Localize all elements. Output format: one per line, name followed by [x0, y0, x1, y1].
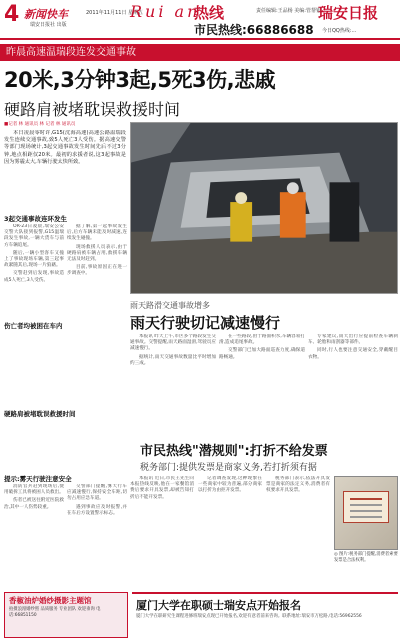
crash-scene-image	[131, 123, 397, 293]
paragraph: 交警赶到后发现,事故造成5人死亡,3人受伤。	[4, 271, 64, 283]
ad-left-title: 香椒油炉婚纱摄影主题馆	[9, 596, 92, 605]
story1-column-c	[308, 334, 398, 434]
story2-column-b	[198, 476, 262, 588]
lead-text: 本日凌晨零时许,G15(沈海高速)高速公路温瑞段发生连续交通事故,致5人死亡3人受伤。据高速交警等部门现场统计,3起交通事故发生时间先后不过3分钟,地点相距仅20米。最初的求援者说,这3起事故是因为雾霾太大,车辆行驶太快所致。	[4, 130, 126, 165]
qq-hotline: 今日QQ热线:...	[322, 28, 357, 34]
ruian-wordmark: Rui an	[130, 2, 201, 21]
paragraph: 伤者已被送往附近医院救治,其中一人伤势较重。	[4, 498, 64, 510]
paragraph: 据了解,第一起事故发生后,后方车辆未能及时减速,连续发生碰撞。	[67, 224, 127, 242]
lead-column-a	[4, 224, 64, 467]
ad-right-text: 厦门大学在职研究生课程进修班瑞安点现已开始报名,欢迎有意者前来咨询。联系地址:瑞安市万松路,电话:56962556	[136, 614, 362, 619]
newspaper-brand: 瑞安日报	[318, 4, 379, 22]
paragraph: 据统计,雨天交通事故数量比平时增加约三成。	[130, 354, 216, 366]
editors-credit: 责任编辑:王品杨 美编:管帮银	[256, 8, 321, 14]
paragraph: 目前,事故原因正在进一步调查中。	[67, 265, 127, 277]
paragraph: 现场救援人员表示,由于硬路肩被车辆占用,救援车辆无法及时赶到。	[67, 244, 127, 263]
lead-headline: 20米,3分钟3起,5死3伤,悲戚	[4, 68, 276, 92]
lead-byline: ■记者 林 通讯员 林 记者 林 通讯员	[4, 122, 76, 127]
paragraph: 同时,行人也要注意交通安全,穿戴醒目衣物。	[308, 348, 398, 360]
paragraph: 记者调查发现,这种现象在一些商家中较为普遍,部分商家以打折为由拒开发票。	[198, 476, 262, 494]
hotline-number: 市民热线:66886688	[194, 23, 314, 37]
lead-kicker: 昨晨高速温瑞段连发交通事故	[0, 44, 400, 61]
lead-column-d	[67, 484, 127, 588]
paragraph: 消防官兵赶到现场后,使用破拆工具将被困人员救出。	[4, 484, 64, 496]
paragraph: 在一些路段,由于路面积水,车辆容易打滑,造成追尾事故。	[219, 334, 305, 346]
section-logo: 新闻快车	[24, 8, 68, 21]
ad-right-title: 厦门大学在职硕士瑞安点开始报名	[136, 599, 301, 612]
lead-column-c	[4, 484, 64, 588]
paragraph: 随后,一辆小型客车又撞上了事故现场车辆,第三起事故紧随其后,现场一片狼藉。	[4, 250, 64, 269]
story1-column-a	[130, 334, 216, 434]
paragraph: 本报讯 昨天上午,市区多个路段发生交通事故。交警提醒,雨天路面湿滑,驾驶员应减速慢行。	[130, 334, 216, 352]
masthead	[0, 0, 400, 40]
lead-column-b	[67, 224, 127, 467]
paragraph: 遇到事故应及时报警,并在车后方设置警示标志。	[67, 504, 127, 516]
page-number: 4	[4, 2, 20, 27]
story2-headline: 市民热线"潜规则":打折不给发票	[140, 444, 328, 459]
paragraph: OR-23日凌晨,瑞安公安交警大队接到报警,G15温瑞段发生事故,一辆大货车与前方车辆追尾。	[4, 224, 64, 248]
xiamen-university-ad[interactable]	[132, 592, 398, 638]
paragraph: 专家建议,雨天出行应提前检查车辆刹车、轮胎和雨刮器等部件。	[308, 334, 398, 346]
lead-paragraph	[4, 130, 126, 212]
story2-column-c	[266, 476, 330, 588]
accident-photo	[130, 122, 398, 294]
paragraph: 税务部门表示,依法开具发票是商家的法定义务,消费者有权要求开具发票。	[266, 476, 330, 494]
story1-headline: 雨天行驶切记减速慢行	[130, 314, 281, 332]
ad-left-text: 拍摄浪漫婚纱照 品质服务 专业团队 欢迎垂询 电话:66851150	[9, 607, 101, 618]
story2-column-a	[130, 476, 194, 588]
story1-column-b	[219, 334, 305, 434]
paragraph: 交警部门已加大路面巡查力度,确保道路畅通。	[219, 348, 305, 360]
hotline-title: 热线	[194, 4, 225, 22]
paragraph: 交警部门提醒,雾天行车应减速慢行,保持安全车距,切勿占用应急车道。	[67, 484, 127, 502]
story1-kicker: 雨天路滑交通事故增多	[130, 301, 210, 310]
wedding-photo-ad[interactable]	[4, 592, 128, 638]
invoice-photo	[334, 476, 398, 550]
paragraph: 本报讯 近日,市民王先生向本报热线反映,他在一家餐馆消费后要求开具发票,却被告知打折后不能开发票。	[130, 476, 194, 500]
section-logo-sub: 瑞安日报社 出版	[30, 22, 67, 28]
invoice-icon	[343, 491, 389, 523]
invoice-caption: ◎ 图片:税务部门提醒,消费者索要发票是合法权利。	[334, 552, 398, 563]
lead-subhead: 硬路肩被堵耽误救援时间	[4, 100, 181, 119]
issue-date: 2011年11月11日 星期五	[86, 10, 144, 16]
section-head-3: 硬路肩被堵耽误救援时间	[4, 408, 126, 419]
section-head-1: 3起交通事故连环发生	[4, 215, 68, 223]
story2-subhead: 税务部门:提供发票是商家义务,若打折须有据	[140, 463, 317, 473]
section-head-2: 伤亡者均被困在车内	[4, 320, 126, 331]
section-head-4: 提示:雾天行驶注意安全	[4, 475, 72, 483]
